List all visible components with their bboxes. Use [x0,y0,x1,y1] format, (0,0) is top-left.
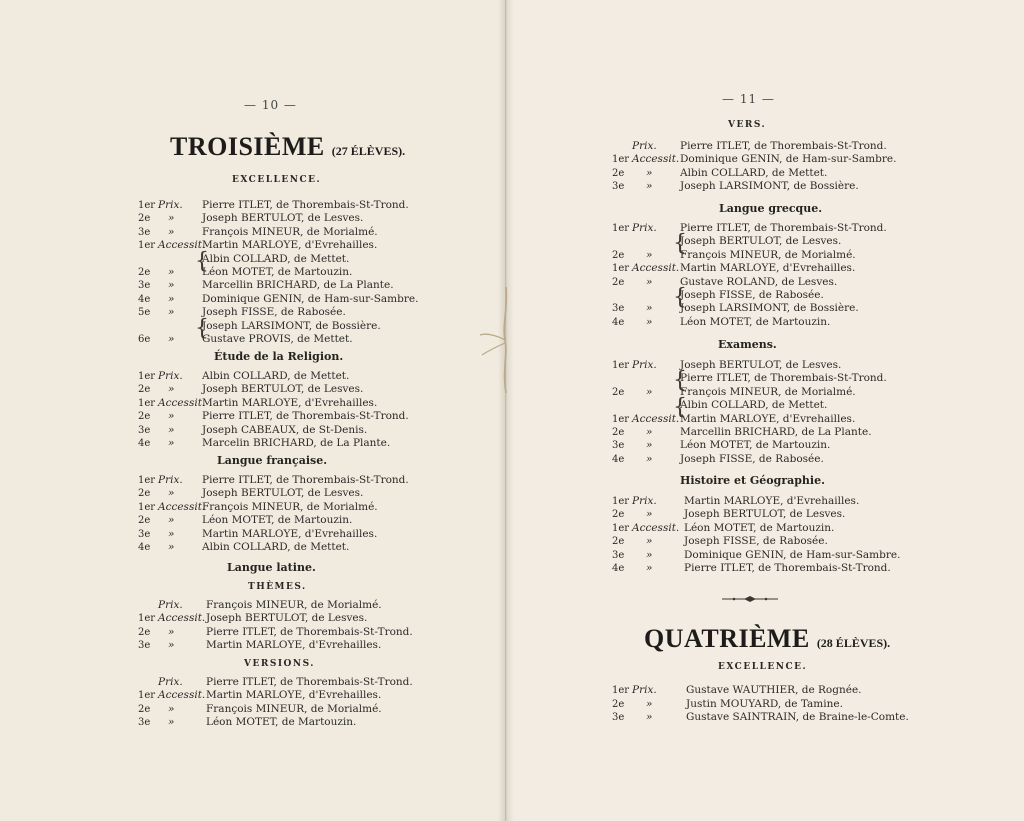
award-type: Prix. [158,199,183,211]
award-rank: 4e [138,438,151,449]
award-type: » [168,225,175,238]
award-type: Accessit. [158,689,206,702]
award-type: Accessit. [158,239,206,252]
award-type: » [168,333,175,345]
award-type: » [646,562,653,574]
student-name: Gustave ROLAND, de Lesves. [680,275,838,288]
student-name: Joseph BERTULOT, de Lesves. [680,359,842,371]
subsection-heading: THÈMES. [248,582,307,592]
award-rank: 2e [138,411,151,423]
student-name: Joseph BERTULOT, de Lesves. [202,487,364,500]
student-name: Albin COLLARD, de Mettet. [202,370,350,382]
award-type: Prix. [158,676,183,688]
award-row [138,226,468,239]
award-row [612,413,942,426]
section-heading: Langue française. [217,454,328,467]
award-row [612,426,942,439]
award-row [138,383,468,396]
award-row [138,626,468,639]
award-type: Prix. [632,495,657,507]
award-row [138,320,468,333]
award-type: » [646,180,653,193]
award-rank: 1er [138,240,156,252]
award-type: Accessit. [632,412,680,425]
award-type: » [646,697,653,710]
award-type: » [646,452,653,465]
section-heading: Langue latine. [227,561,316,574]
award-rank: 2e [612,509,625,521]
student-name: François MINEUR, de Morialmé. [202,225,378,238]
student-name: Dominique GENIN, de Ham-sur-Sambre. [680,153,897,166]
tie-brace: { [195,315,209,341]
award-type: Accessit. [158,500,206,513]
award-type: » [646,426,653,438]
award-rank: 2e [138,515,151,527]
student-name: Joseph LARSIMONT, de Bossière. [680,180,859,193]
award-row [138,333,468,346]
book-fold [498,0,514,821]
student-name: Joseph FISSE, de Rabosée. [202,306,346,319]
award-row [612,302,942,315]
award-type: » [168,306,175,319]
award-type: Prix. [632,222,657,234]
student-name: Pierre ITLET, de Thorembais-St-Trond. [680,140,887,152]
award-row [612,235,942,248]
award-type: » [168,702,175,715]
award-rank: 1er [138,371,156,382]
ornament-divider [722,595,778,603]
award-row [138,639,468,652]
class-title-text: TROISIÈME [170,132,325,161]
award-row [612,453,942,466]
tie-brace: { [673,285,687,310]
award-rank: 2e [612,167,625,179]
award-rank: 3e [138,640,151,652]
student-name: Albin COLLARD, de Mettet. [202,252,350,265]
award-row [138,689,468,702]
student-name: Martin MARLOYE, d'Evrehailles. [206,639,382,652]
student-name: Pierre ITLET, de Thorembais-St-Trond. [202,199,409,211]
award-row [138,279,468,292]
award-type: » [168,292,175,305]
award-row [138,514,468,527]
student-name: Léon MOTET, de Martouzin. [684,521,835,534]
award-type: » [168,437,175,449]
class-count: (27 ÉLÈVES). [331,144,406,158]
award-row [138,437,468,450]
award-row [612,495,942,508]
student-name: Pierre ITLET, de Thorembais-St-Trond. [202,474,409,486]
student-name: Joseph BERTULOT, de Lesves. [680,235,842,248]
award-rank: 2e [138,267,151,278]
award-row [138,487,468,500]
award-rank: 1er [138,397,156,409]
award-rank: 2e [138,626,151,638]
award-type: » [168,541,175,553]
award-row [612,167,942,180]
award-rank: 2e [138,703,151,715]
award-row [612,289,942,302]
award-type: Accessit. [632,153,680,166]
student-name: Joseph LARSIMONT, de Bossière. [680,302,859,315]
award-row [138,397,468,410]
award-row [138,293,468,306]
award-rank: 3e [138,424,151,436]
award-type: » [646,439,653,452]
class-title-text: QUATRIÈME [644,624,810,653]
award-type: Accessit. [632,521,680,534]
student-name: Dominique GENIN, de Ham-sur-Sambre. [202,292,419,305]
award-type: » [646,385,653,398]
award-rank: 4e [138,293,151,305]
award-row [612,698,942,711]
section-heading: Étude de la Religion. [214,350,344,363]
award-rank: 3e [138,280,151,292]
tie-brace: { [673,368,687,394]
award-rank: 3e [612,303,625,315]
subsection-heading: VERSIONS. [244,659,315,669]
award-type: Prix. [158,474,183,486]
student-name: François MINEUR, de Morialmé. [680,385,856,398]
award-row [138,212,468,225]
student-name: Pierre ITLET, de Thorembais-St-Trond. [680,372,887,385]
award-row [138,306,468,319]
student-name: Martin MARLOYE, d'Evrehailles. [206,689,382,702]
award-rank: 2e [612,386,625,398]
award-rank: 2e [612,698,625,710]
student-name: Joseph CABEAUX, de St-Denis. [202,423,368,436]
student-name: Marcelin BRICHARD, de La Plante. [202,437,391,449]
award-row [612,386,942,399]
award-row [612,222,942,235]
award-row [138,266,468,279]
award-type: Accessit. [632,262,680,275]
award-row [612,684,942,697]
award-rank: 5e [138,307,151,319]
award-row [138,541,468,554]
award-row [612,262,942,275]
student-name: Joseph FISSE, de Rabosée. [680,289,824,301]
section-heading: Examens. [718,338,777,351]
award-rank: 4e [612,316,625,328]
class-title [170,132,405,162]
award-rank: 4e [612,563,625,574]
award-rank: 1er [612,413,630,425]
award-row [612,180,942,193]
award-row [138,716,468,729]
award-rank: 2e [138,213,151,225]
award-rank: 2e [612,249,625,261]
award-rank: 3e [138,528,151,540]
student-name: Marcellin BRICHARD, de La Plante. [680,426,872,438]
tie-brace: { [195,248,209,274]
award-row [138,424,468,437]
award-row [612,153,942,166]
student-name: Pierre ITLET, de Thorembais-St-Trond. [206,676,413,688]
award-type: Prix. [158,370,183,382]
award-row [138,612,468,625]
award-row [612,535,942,548]
student-name: Martin MARLOYE, d'Evrehailles. [202,396,378,409]
award-type: » [168,423,175,436]
award-rank: 3e [612,440,625,452]
student-name: Martin MARLOYE, d'Evrehailles. [684,495,860,507]
student-name: Joseph FISSE, de Rabosée. [680,452,824,465]
award-rank: 2e [612,536,625,548]
student-name: Martin MARLOYE, d'Evrehailles. [202,527,378,540]
student-name: Pierre ITLET, de Thorembais-St-Trond. [684,562,891,574]
award-rank: 1er [612,223,630,234]
award-type: Prix. [158,599,183,611]
award-row [612,140,942,153]
award-rank: 6e [138,334,151,345]
award-row [138,253,468,266]
award-row [138,676,468,689]
award-rank: 1er [612,154,630,166]
award-rank: 2e [612,276,625,288]
award-type: » [646,508,653,521]
section-heading: Langue grecque. [719,202,823,215]
class-count: (28 ÉLÈVES). [816,636,891,650]
student-name: François MINEUR, de Morialmé. [206,702,382,715]
award-type: » [168,383,175,396]
award-rank: 1er [612,263,630,275]
award-rank: 1er [612,360,630,371]
section-heading: Histoire et Géographie. [680,474,825,487]
section-heading: EXCELLENCE. [232,175,322,185]
award-rank: 2e [612,427,625,438]
student-name: Marcellin BRICHARD, de La Plante. [202,279,394,292]
award-type: » [168,410,175,423]
award-rank: 4e [138,542,151,553]
award-type: » [646,275,653,288]
award-type: Prix. [632,359,657,371]
award-row [138,528,468,541]
award-rank: 2e [138,384,151,396]
award-rank: 3e [612,549,625,561]
page-number: — 10 — [244,98,297,112]
student-name: Léon MOTET, de Martouzin. [680,315,831,328]
award-type: » [646,248,653,261]
binding-thread [478,285,518,395]
student-name: Gustave SAINTRAIN, de Braine-le-Comte. [686,711,909,724]
award-rank: 1er [138,501,156,513]
award-row [612,522,942,535]
award-row [612,711,942,724]
student-name: Joseph BERTULOT, de Lesves. [206,612,368,625]
award-type: » [168,716,175,729]
award-type: » [646,711,653,724]
student-name: Albin COLLARD, de Mettet. [680,166,828,179]
student-name: Martin MARLOYE, d'Evrehailles. [680,262,856,275]
student-name: Joseph BERTULOT, de Lesves. [202,383,364,396]
tie-brace: { [673,231,687,257]
award-rank: 1er [138,200,156,211]
student-name: Léon MOTET, de Martouzin. [206,716,357,729]
student-name: Pierre ITLET, de Thorembais-St-Trond. [202,410,409,423]
award-rank: 1er [138,690,156,702]
award-type: Prix. [632,140,657,152]
award-row [612,549,942,562]
award-type: » [168,625,175,638]
award-type: » [168,279,175,292]
award-rank: 1er [612,496,630,507]
award-rank: 3e [138,717,151,729]
student-name: Gustave PROVIS, de Mettet. [202,333,353,345]
award-row [138,599,468,612]
student-name: Joseph BERTULOT, de Lesves. [684,508,846,521]
award-type: » [646,302,653,315]
student-name: Joseph BERTULOT, de Lesves. [202,212,364,225]
student-name: Pierre ITLET, de Thorembais-St-Trond. [680,222,887,234]
award-row [138,370,468,383]
award-type: Prix. [632,684,657,696]
class-title [644,624,890,654]
student-name: Léon MOTET, de Martouzin. [202,266,353,278]
award-row [612,508,942,521]
award-row [612,439,942,452]
student-name: Léon MOTET, de Martouzin. [680,439,831,452]
student-name: François MINEUR, de Morialmé. [680,248,856,261]
award-rank: 2e [138,488,151,500]
award-rank: 1er [138,613,156,625]
award-row [138,239,468,252]
award-type: » [646,315,653,328]
page-number: — 11 — [722,92,775,106]
award-type: Accessit. [158,612,206,625]
section-heading: EXCELLENCE. [718,662,808,672]
award-row [612,562,942,575]
student-name: Albin COLLARD, de Mettet. [680,399,828,412]
student-name: Martin MARLOYE, d'Evrehailles. [680,412,856,425]
student-name: Albin COLLARD, de Mettet. [202,541,350,553]
award-rank: 3e [138,226,151,238]
award-row [138,410,468,423]
award-type: » [168,639,175,652]
award-row [138,474,468,487]
student-name: Justin MOUYARD, de Tamine. [686,697,843,710]
award-type: » [168,487,175,500]
award-type: » [168,212,175,225]
award-row [138,703,468,716]
award-type: » [168,266,175,278]
award-row [612,399,942,412]
section-heading: VERS. [728,120,767,130]
student-name: Pierre ITLET, de Thorembais-St-Trond. [206,625,413,638]
award-rank: 3e [612,181,625,193]
award-row [612,316,942,329]
award-row [612,249,942,262]
award-row [612,372,942,385]
award-type: » [168,527,175,540]
student-name: Léon MOTET, de Martouzin. [202,514,353,527]
student-name: Dominique GENIN, de Ham-sur-Sambre. [684,548,901,561]
student-name: François MINEUR, de Morialmé. [202,500,378,513]
award-type: » [646,548,653,561]
award-type: Accessit. [158,396,206,409]
award-row [612,276,942,289]
award-row [138,199,468,212]
award-rank: 1er [612,685,630,696]
award-row [612,359,942,372]
student-name: François MINEUR, de Morialmé. [206,599,382,611]
award-row [138,501,468,514]
award-rank: 3e [612,712,625,724]
award-type: » [168,514,175,527]
award-rank: 4e [612,453,625,465]
student-name: Gustave WAUTHIER, de Rognée. [686,684,862,696]
left-page [0,0,506,821]
right-page [506,0,1024,821]
student-name: Martin MARLOYE, d'Evrehailles. [202,239,378,252]
award-type: » [646,535,653,548]
tie-brace: { [673,395,687,421]
award-type: » [646,166,653,179]
student-name: Joseph FISSE, de Rabosée. [684,535,828,548]
award-rank: 1er [138,475,156,486]
student-name: Joseph LARSIMONT, de Bossière. [202,319,381,332]
award-rank: 1er [612,522,630,534]
